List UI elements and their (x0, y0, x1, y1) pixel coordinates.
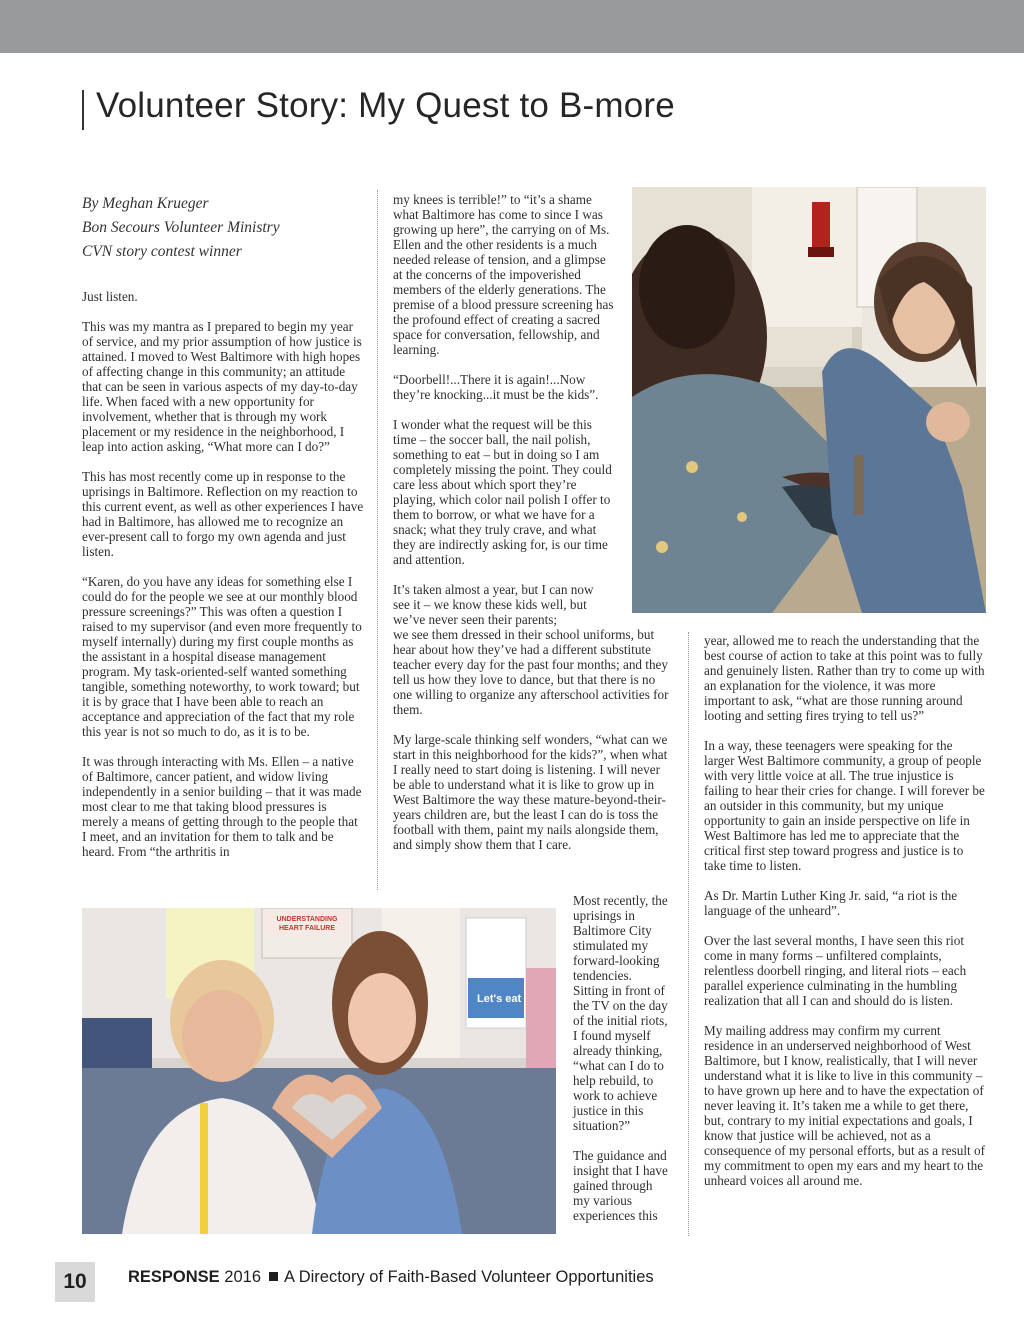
article-column-narrow (573, 893, 669, 1238)
paragraph: My mailing address may confirm my current residence in an underserved neighborhood of West Baltimore, but I know, realistically, that I will never understand what it is like to live in this community – to have grown up here and to have the expectation of never leaving it. It’s taken me a while to get there, but, contrary to my initial expectations and goals, I know that justice will be achieved, not as a consequence of my personal efforts, but as a result of my commitment to open my ears and my heart to the unheard voices all around me. (704, 1023, 986, 1188)
publication-name: RESPONSE (128, 1268, 220, 1286)
photo-heart-hands (82, 908, 556, 1234)
article-column-3 (704, 633, 986, 1203)
paragraph: Just listen. (82, 289, 138, 304)
paragraph: My large-scale thinking self wonders, “what can we start in this neighborhood for the kids?”, when what I really need to start doing is listening. I will never be able to understand what it is like to grow up in West Baltimore the way these mature-beyond-their-years children are, but the least I can do is toss the football with them, paint my nails alongside them, and simply show them that I care. (393, 732, 668, 852)
publication-year: 2016 (224, 1268, 262, 1286)
paragraph: It was through interacting with Ms. Ellen – a native of Baltimore, cancer patient, and widow living independently in a senior building – that it was made most clear to me that taking blood pressures is merely a means of getting through to the people that I meet, and an invitation for them to talk and be heard. From “the arthritis in (82, 754, 362, 859)
poster-heading-line1: UNDERSTANDING (276, 916, 338, 923)
poster-heading-line2: HEART FAILURE (279, 925, 335, 932)
photo-blood-pressure-screening (632, 187, 986, 613)
paragraph: Over the last several months, I have seen this riot come in many forms – unfiltered complaints, relentless doorbell ringing, and literal riots – each parallel experience culminating in the humbling realization that all I can and should do is listen. (704, 933, 967, 1008)
paragraph: It’s taken almost a year, but I can now see it – we know these kids well, but we’ve never seen their parents; (393, 582, 594, 627)
paragraph: This was my mantra as I prepared to begin my year of service, and my prior assumption of how justice is attained. I moved to West Baltimore with high hopes of affecting change in this community; an attitude that can be seen in various aspects of my day-to-day life. When faced with a new opportunity for involvement, whether that is through my work placement or my residence in the neighborhood, I leap into action asking, “What more can I do?” (82, 319, 362, 454)
header-band (0, 0, 1024, 53)
paragraph: In a way, these teenagers were speaking for the larger West Baltimore community, a group of people with very little voice at all. The true injustice is failing to hear their cries for change. I will forever be an outsider in this community, but my unique opportunity to gain an inside perspective on life in West Baltimore has led me to appreciate that the critical first step toward progress and justice is to take time to listen. (704, 738, 985, 873)
paragraph: The guidance and insight that I have gained through my various experiences this (573, 1148, 668, 1223)
paragraph: This has most recently come up in response to the uprisings in Baltimore. Reflection on my reaction to this current event, as well as other experiences I have had in Baltimore, has allowed me to recognize an ever-present call to forgo my own agenda and just listen. (82, 469, 364, 559)
paragraph: my knees is terrible!” to “it’s a shame what Baltimore has come to since I was growing up here”, the carrying on of Ms. Ellen and the other residents is a much needed release of tension, and a glimpse at the concerns of the impoverished members of the elderly generations. The premise of a blood pressure screening has the profound effect of creating a sacred space for conversation, fellowship, and learning. (393, 192, 614, 357)
article-column-2 (393, 192, 673, 867)
title-accent-bar (82, 90, 84, 130)
paragraph: I wonder what the request will be this time – the soccer ball, the nail polish, something to eat – but in doing so I am completely missing the point. They could care less about which sport they’re playing, which color nail polish I offer to them to borrow, or what we have for a snack; what they truly crave, and what they are indirectly asking for, is our time and attention. (393, 417, 612, 567)
article-column-1 (82, 289, 364, 874)
publication-tagline: A Directory of Faith-Based Volunteer Opportunities (284, 1268, 654, 1286)
paragraph: As Dr. Martin Luther King Jr. said, “a riot is the language of the unheard”. (704, 888, 958, 918)
byline-note: CVN story contest winner (82, 243, 242, 260)
article-title: Volunteer Story: My Quest to B-more (96, 86, 675, 125)
sign-lets-eat: Let's eat (477, 993, 522, 1005)
square-bullet-icon (269, 1272, 278, 1281)
column-divider-1 (377, 190, 378, 890)
byline-organization: Bon Secours Volunteer Ministry (82, 219, 280, 236)
paragraph: “Doorbell!...There it is again!...Now they’re knocking...it must be the kids”. (393, 372, 599, 402)
paragraph: we see them dressed in their school uniforms, but hear about how they’ve had a different substitute teacher every day for the past four months; and they tell us how they love to dance, but that there is no one willing to organize any afterschool activities for them. (393, 627, 669, 717)
paragraph: year, allowed me to reach the understanding that the best course of action to take at this point was to fully and genuinely listen. Rather than try to come up with an explanation for the violence, it was more important to ask, “what are those running around looting and setting fires trying to tell us?” (704, 633, 985, 723)
page-number: 10 (55, 1262, 95, 1302)
byline (82, 192, 362, 264)
paragraph: Most recently, the uprisings in Baltimore City stimulated my forward-looking tendencies. Sitting in front of the TV on the day of the initial riots, I found myself already thinking, “what can I do to help rebuild, to work to achieve justice in this situation?” (573, 893, 668, 1133)
paragraph: “Karen, do you have any ideas for something else I could do for the people we see at our monthly blood pressure screenings?” This was often a question I raised to my supervisor (and even more frequently to myself internally) during my first couple months as the assistant in a hospital disease management program. My task-oriented-self wanted something tangible, something noteworthy, to work toward; but it is by grace that I have been able to reach an acceptance and appreciation of the fact that my role this year is not so much to do, as it is to be. (82, 574, 362, 739)
byline-author: By Meghan Krueger (82, 195, 209, 212)
column-divider-2 (688, 632, 689, 1236)
footer-line (128, 1268, 654, 1287)
